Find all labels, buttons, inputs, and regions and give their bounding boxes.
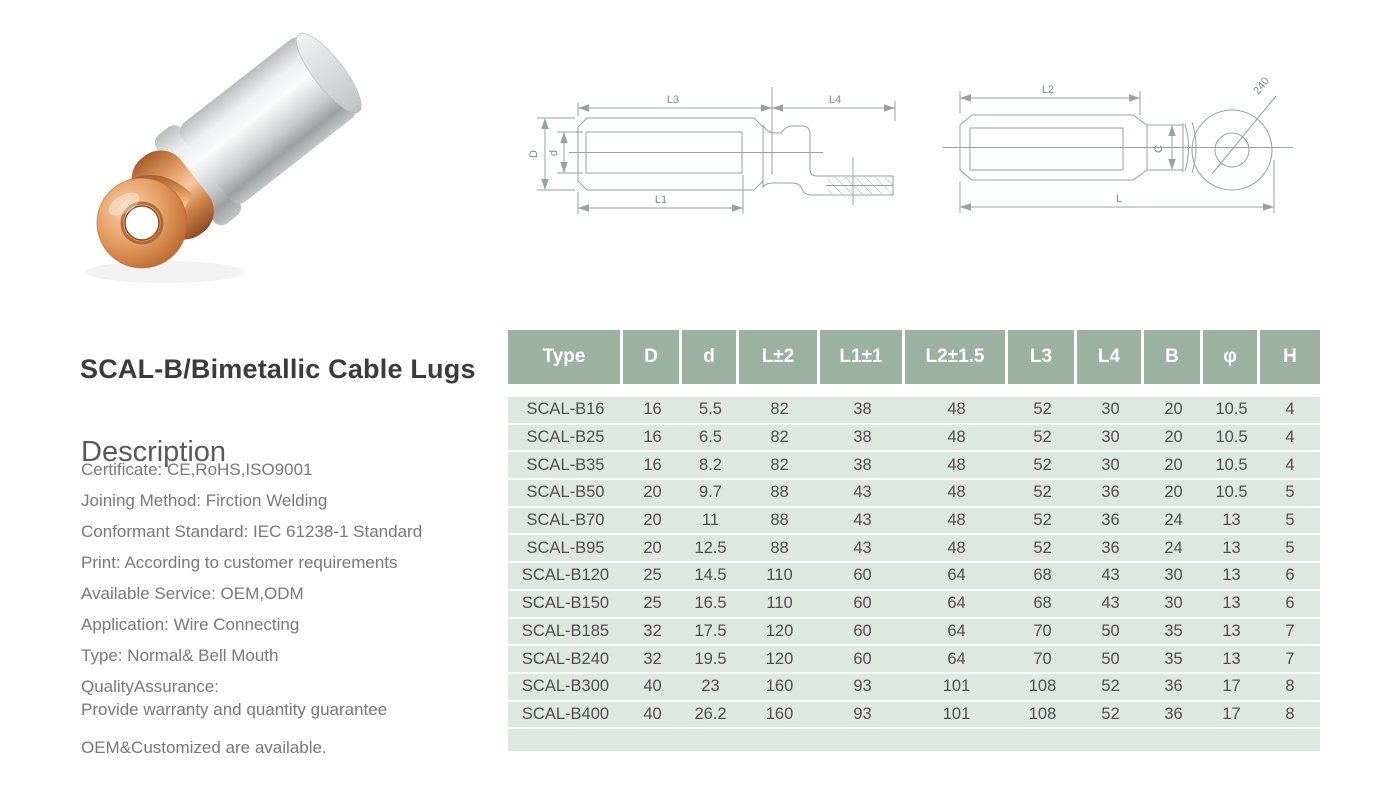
- table-cell: 52: [1101, 704, 1120, 723]
- table-cell: 30: [1101, 428, 1120, 447]
- description-line: OEM&Customized are available.: [81, 738, 327, 757]
- table-cell: 64: [947, 649, 966, 668]
- table-body: [508, 397, 1320, 729]
- column-header: L4: [1077, 330, 1144, 384]
- description-list: [81, 459, 511, 768]
- table-cell: 30: [1164, 566, 1183, 585]
- dim-label-L: L: [1115, 193, 1123, 205]
- top-view-drawing: [935, 65, 1305, 225]
- table-cell: 20: [643, 538, 662, 557]
- table-row: [508, 452, 1320, 480]
- table-cell: 13: [1222, 621, 1241, 640]
- table-cell: 38: [853, 428, 872, 447]
- table-cell: 13: [1222, 511, 1241, 530]
- table-cell: 48: [947, 400, 966, 419]
- table-cell: 20: [643, 511, 662, 530]
- table-cell: 82: [770, 400, 789, 419]
- table-cell: 30: [1164, 594, 1183, 613]
- description-line: Provide warranty and quantity guarantee: [81, 700, 388, 719]
- table-cell: 36: [1101, 538, 1120, 557]
- table-cell: 38: [853, 455, 872, 474]
- table-cell: 64: [947, 621, 966, 640]
- table-cell: 40: [643, 704, 662, 723]
- table-row: [508, 397, 1320, 425]
- table-cell: 120: [765, 649, 794, 668]
- table-cell: 64: [947, 594, 966, 613]
- table-cell: 25: [643, 566, 662, 585]
- table-cell: 60: [853, 649, 872, 668]
- table-row: [508, 702, 1320, 730]
- table-cell: 16.5: [694, 594, 727, 613]
- table-cell: SCAL-B35: [526, 455, 605, 474]
- table-cell: 30: [1101, 455, 1120, 474]
- table-cell: 24: [1164, 538, 1183, 557]
- table-cell: 20: [1164, 483, 1183, 502]
- description-line: Joining Method: Firction Welding: [81, 491, 328, 510]
- table-cell: 52: [1033, 511, 1052, 530]
- table-row: [508, 425, 1320, 453]
- table-cell: 43: [853, 483, 872, 502]
- product-photo: [70, 18, 410, 300]
- table-cell: SCAL-B240: [521, 649, 610, 668]
- table-cell: 82: [770, 428, 789, 447]
- column-header: D: [623, 330, 682, 384]
- column-header: L1±1: [820, 330, 905, 384]
- table-row: [508, 563, 1320, 591]
- table-cell: 70: [1033, 649, 1052, 668]
- dim-label-C: C: [1153, 145, 1165, 153]
- table-cell: 48: [947, 483, 966, 502]
- photo-shadow: [85, 261, 245, 283]
- table-cell: 50: [1101, 649, 1120, 668]
- table-cell: SCAL-B300: [521, 677, 610, 696]
- table-cell: 36: [1101, 483, 1120, 502]
- table-cell: 160: [765, 677, 794, 696]
- table-cell: 88: [770, 511, 789, 530]
- table-cell: 10.5: [1215, 428, 1248, 447]
- dim-label-D: D: [528, 150, 540, 158]
- table-cell: 8: [1285, 704, 1295, 723]
- table-cell: 93: [853, 677, 872, 696]
- table-cell: 10.5: [1215, 455, 1248, 474]
- table-cell: 23: [701, 677, 720, 696]
- table-cell: 36: [1164, 677, 1183, 696]
- description-line: QualityAssurance:: [81, 677, 219, 696]
- table-cell: 48: [947, 428, 966, 447]
- table-cell: 68: [1033, 566, 1052, 585]
- table-cell: SCAL-B150: [521, 594, 610, 613]
- table-cell: SCAL-B120: [521, 566, 610, 585]
- section-view-drawing: [515, 75, 915, 225]
- table-header-row: [508, 330, 1320, 384]
- column-header: Type: [508, 330, 623, 384]
- table-cell: SCAL-B25: [526, 428, 605, 447]
- table-cell: 110: [766, 594, 793, 613]
- dim-label-L2: L2: [1041, 84, 1055, 96]
- table-cell: 52: [1033, 538, 1052, 557]
- table-cell: 48: [947, 538, 966, 557]
- table-cell: 108: [1028, 704, 1057, 723]
- table-cell: 52: [1033, 455, 1052, 474]
- table-cell: 20: [1164, 455, 1183, 474]
- table-cell: 16: [643, 455, 662, 474]
- table-cell: 35: [1164, 621, 1183, 640]
- table-row: [508, 480, 1320, 508]
- table-cell: 52: [1033, 428, 1052, 447]
- table-cell: 101: [942, 677, 971, 696]
- table-cell: 7: [1285, 621, 1295, 640]
- table-cell: 88: [770, 538, 789, 557]
- column-header: B: [1144, 330, 1203, 384]
- table-cell: 43: [1101, 566, 1120, 585]
- table-cell: 9.7: [699, 483, 722, 502]
- table-cell: 32: [643, 649, 662, 668]
- table-cell: 101: [942, 704, 971, 723]
- table-cell: 13: [1222, 566, 1241, 585]
- table-cell: 43: [1101, 594, 1120, 613]
- table-cell: 17: [1222, 677, 1241, 696]
- description-line: Conformant Standard: IEC 61238-1 Standard: [81, 522, 423, 541]
- table-cell: 43: [853, 511, 872, 530]
- column-header: L2±1.5: [905, 330, 1008, 384]
- table-cell: 50: [1101, 621, 1120, 640]
- table-cell: 52: [1033, 400, 1052, 419]
- table-cell: SCAL-B95: [526, 538, 605, 557]
- table-cell: 16: [643, 428, 662, 447]
- table-row: [508, 619, 1320, 647]
- table-cell: 108: [1028, 677, 1057, 696]
- table-cell: 60: [853, 594, 872, 613]
- table-row: [508, 591, 1320, 619]
- table-cell: 82: [770, 455, 789, 474]
- table-cell: 64: [947, 566, 966, 585]
- table-cell: 20: [643, 483, 662, 502]
- description-heading: Description: [81, 436, 227, 469]
- table-cell: 8: [1285, 677, 1295, 696]
- description-line: Certificate: CE,RoHS,ISO9001: [81, 460, 313, 479]
- table-cell: 48: [947, 511, 966, 530]
- description-line: Type: Normal& Bell Mouth: [81, 646, 279, 665]
- table-cell: 6.5: [699, 428, 722, 447]
- table-cell: 20: [1164, 428, 1183, 447]
- table-row: [508, 646, 1320, 674]
- table-cell: 4: [1285, 428, 1295, 447]
- table-cell: 13: [1222, 538, 1241, 557]
- table-cell: 60: [853, 566, 872, 585]
- table-cell: 4: [1285, 400, 1295, 419]
- table-cell: 25: [643, 594, 662, 613]
- table-cell: SCAL-B70: [526, 511, 605, 530]
- table-cell: 4: [1285, 455, 1295, 474]
- table-cell: SCAL-B50: [526, 483, 605, 502]
- column-header: H: [1283, 346, 1297, 367]
- description-line: Application: Wire Connecting: [81, 615, 300, 634]
- table-row: [508, 535, 1320, 563]
- page-title: SCAL-B/Bimetallic Cable Lugs: [80, 354, 476, 385]
- table-cell: 30: [1101, 400, 1120, 419]
- table-cell: 52: [1033, 483, 1052, 502]
- table-cell: 35: [1164, 649, 1183, 668]
- table-cell: SCAL-B16: [526, 400, 605, 419]
- table-cell: 20: [1164, 400, 1183, 419]
- barrel-inner-outline: [970, 128, 1123, 170]
- table-cell: 12.5: [694, 538, 727, 557]
- table-cell: 43: [853, 538, 872, 557]
- table-cell: 5: [1285, 483, 1295, 502]
- table-cell: 110: [766, 566, 793, 585]
- table-cell: 36: [1101, 511, 1120, 530]
- table-cell: 38: [853, 400, 872, 419]
- dim-label-L4: L4: [828, 94, 842, 106]
- table-cell: 11: [701, 511, 720, 530]
- table-cell: 48: [947, 455, 966, 474]
- dim-label-L1: L1: [654, 194, 668, 206]
- column-header: d: [682, 330, 739, 384]
- table-cell: SCAL-B400: [521, 704, 610, 723]
- table-cell: 5: [1285, 538, 1295, 557]
- table-cell: 17: [1222, 704, 1241, 723]
- table-cell: 70: [1033, 621, 1052, 640]
- table-cell: 13: [1222, 594, 1241, 613]
- copper-ring-tongue: [97, 178, 187, 268]
- table-cell: 16: [643, 400, 662, 419]
- table-cell: 88: [770, 483, 789, 502]
- table-cell: 13: [1222, 649, 1241, 668]
- dim-label-d: d: [548, 149, 560, 157]
- table-cell: 5: [1285, 511, 1295, 530]
- table-cell: 6: [1285, 594, 1295, 613]
- table-cell: 10.5: [1215, 400, 1248, 419]
- table-cell: 10.5: [1215, 483, 1248, 502]
- table-footer-pad: [508, 729, 1320, 751]
- table-cell: 68: [1033, 594, 1052, 613]
- table-cell: 7: [1285, 649, 1295, 668]
- table-cell: 19.5: [694, 649, 727, 668]
- table-cell: 17.5: [694, 621, 727, 640]
- column-header: L3: [1008, 330, 1077, 384]
- table-cell: 5.5: [699, 400, 722, 419]
- table-cell: 160: [765, 704, 794, 723]
- table-cell: 14.5: [694, 566, 727, 585]
- table-cell: SCAL-B185: [521, 621, 610, 640]
- description-line: Available Service: OEM,ODM: [81, 584, 304, 603]
- table-row: [508, 674, 1320, 702]
- table-cell: 36: [1164, 704, 1183, 723]
- table-cell: 24: [1164, 511, 1183, 530]
- column-header: L±2: [739, 330, 820, 384]
- column-header: φ: [1203, 330, 1260, 384]
- table-cell: 93: [853, 704, 872, 723]
- table-cell: 26.2: [694, 704, 727, 723]
- table-cell: 8.2: [699, 455, 722, 474]
- table-cell: 52: [1101, 677, 1120, 696]
- table-cell: 6: [1285, 566, 1295, 585]
- table-cell: 60: [853, 621, 872, 640]
- dim-label-240: 240: [1251, 75, 1273, 98]
- table-cell: 32: [643, 621, 662, 640]
- dim-label-L3: L3: [666, 94, 680, 106]
- table-cell: 120: [765, 621, 794, 640]
- description-line: Print: According to customer requirements: [81, 553, 398, 572]
- table-row: [508, 508, 1320, 536]
- table-cell: 40: [643, 677, 662, 696]
- spec-table: [508, 330, 1320, 751]
